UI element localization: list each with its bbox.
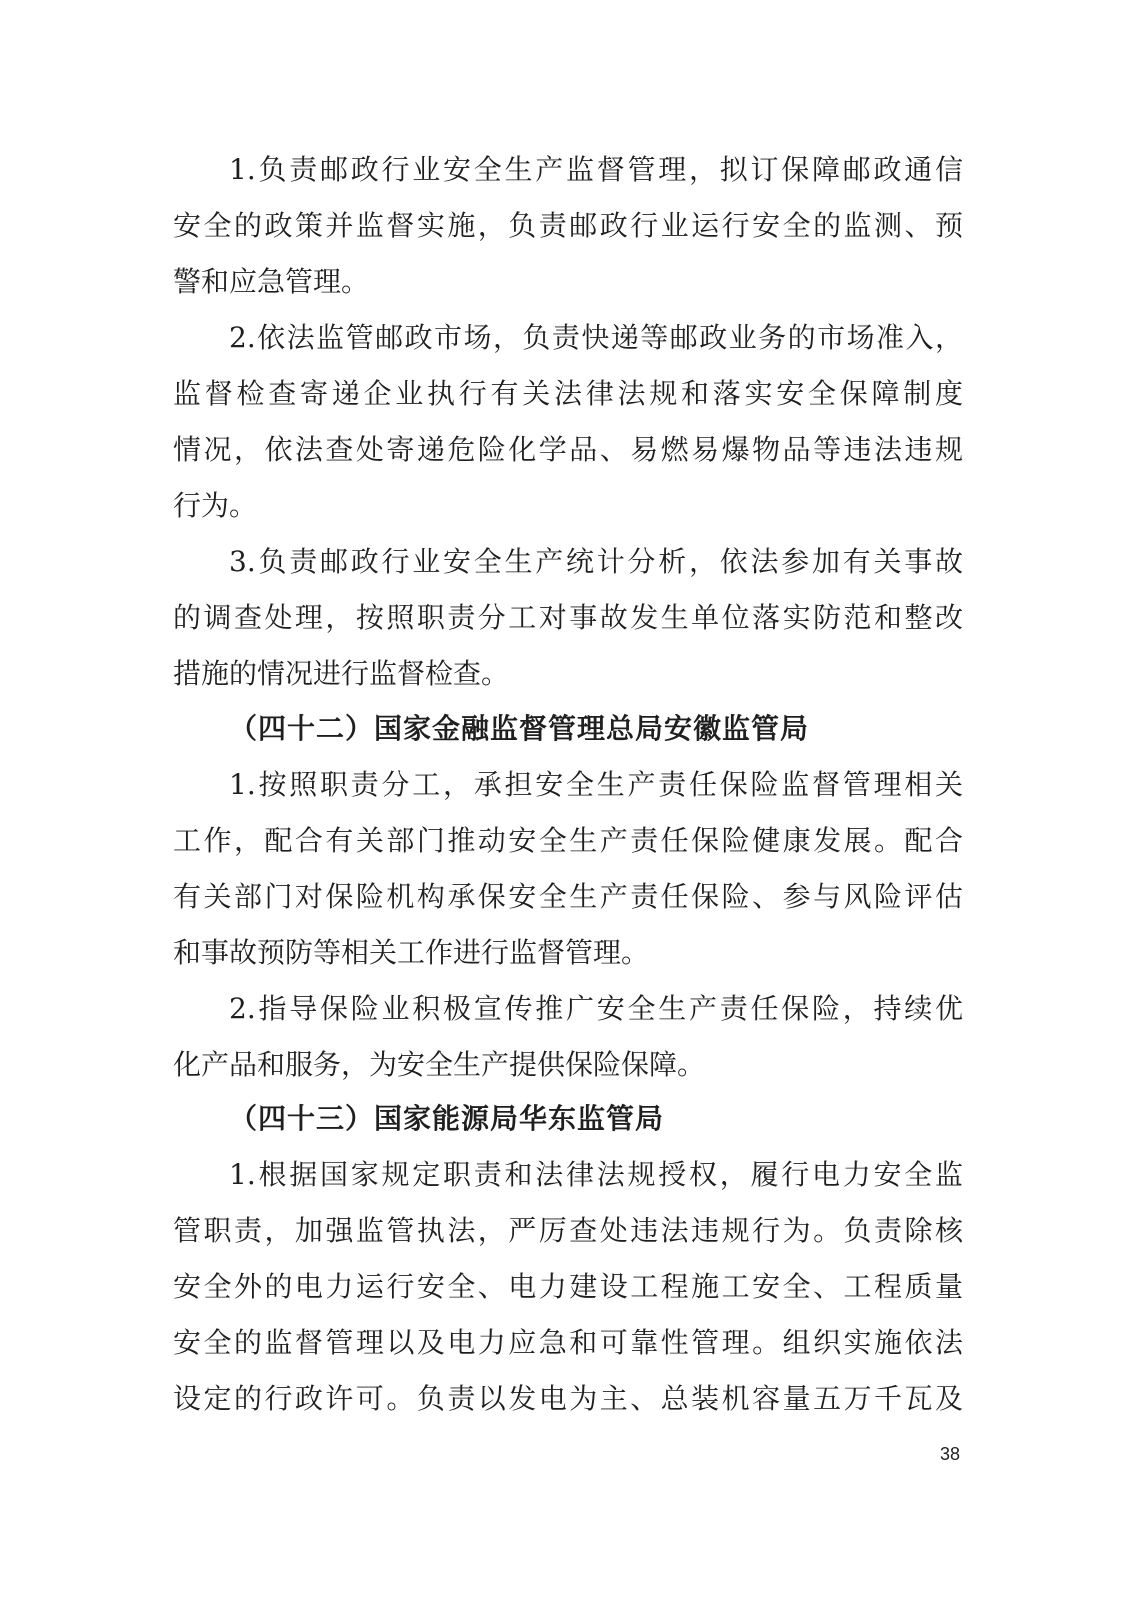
text-line: 管职责，加强监管执法，严厉查处违法违规行为。负责除核	[173, 1214, 963, 1247]
text-line: 化产品和服务，为安全生产提供保险保障。	[173, 1048, 706, 1081]
text-line: 工作，配合有关部门推动安全生产责任保险健康发展。配合	[173, 824, 963, 857]
text-line: 1.根据国家规定职责和法律法规授权，履行电力安全监	[229, 1158, 963, 1191]
text-line: 安全外的电力运行安全、电力建设工程施工安全、工程质量	[173, 1270, 963, 1303]
text-line: 2.指导保险业积极宣传推广安全生产责任保险，持续优	[229, 992, 963, 1025]
section-heading: （四十二）国家金融监督管理总局安徽监管局	[229, 712, 810, 745]
text-line: 行为。	[173, 489, 258, 522]
page-number: 38	[939, 1444, 960, 1464]
text-line: 1.按照职责分工，承担安全生产责任保险监督管理相关	[229, 768, 963, 801]
text-line: 和事故预防等相关工作进行监督管理。	[173, 936, 650, 969]
text-line: 安全的监督管理以及电力应急和可靠性管理。组织实施依法	[173, 1326, 963, 1359]
text-line: 措施的情况进行监督检查。	[173, 657, 510, 690]
text-line: 安全的政策并监督实施，负责邮政行业运行安全的监测、预	[173, 209, 963, 242]
section-heading: （四十三）国家能源局华东监管局	[229, 1102, 665, 1135]
text-line: 1.负责邮政行业安全生产监督管理，拟订保障邮政通信	[229, 153, 963, 186]
text-line: 监督检查寄递企业执行有关法律法规和落实安全保障制度	[173, 377, 963, 410]
text-line: 的调查处理，按照职责分工对事故发生单位落实防范和整改	[173, 601, 963, 634]
text-line: 2.依法监管邮政市场，负责快递等邮政业务的市场准入，	[229, 321, 963, 354]
text-line: 有关部门对保险机构承保安全生产责任保险、参与风险评估	[173, 880, 963, 913]
text-line: 3.负责邮政行业安全生产统计分析，依法参加有关事故	[229, 545, 963, 578]
text-line: 设定的行政许可。负责以发电为主、总装机容量五万千瓦及	[173, 1382, 963, 1415]
text-line: 警和应急管理。	[173, 265, 370, 298]
text-line: 情况，依法查处寄递危险化学品、易燃易爆物品等违法违规	[173, 433, 963, 466]
